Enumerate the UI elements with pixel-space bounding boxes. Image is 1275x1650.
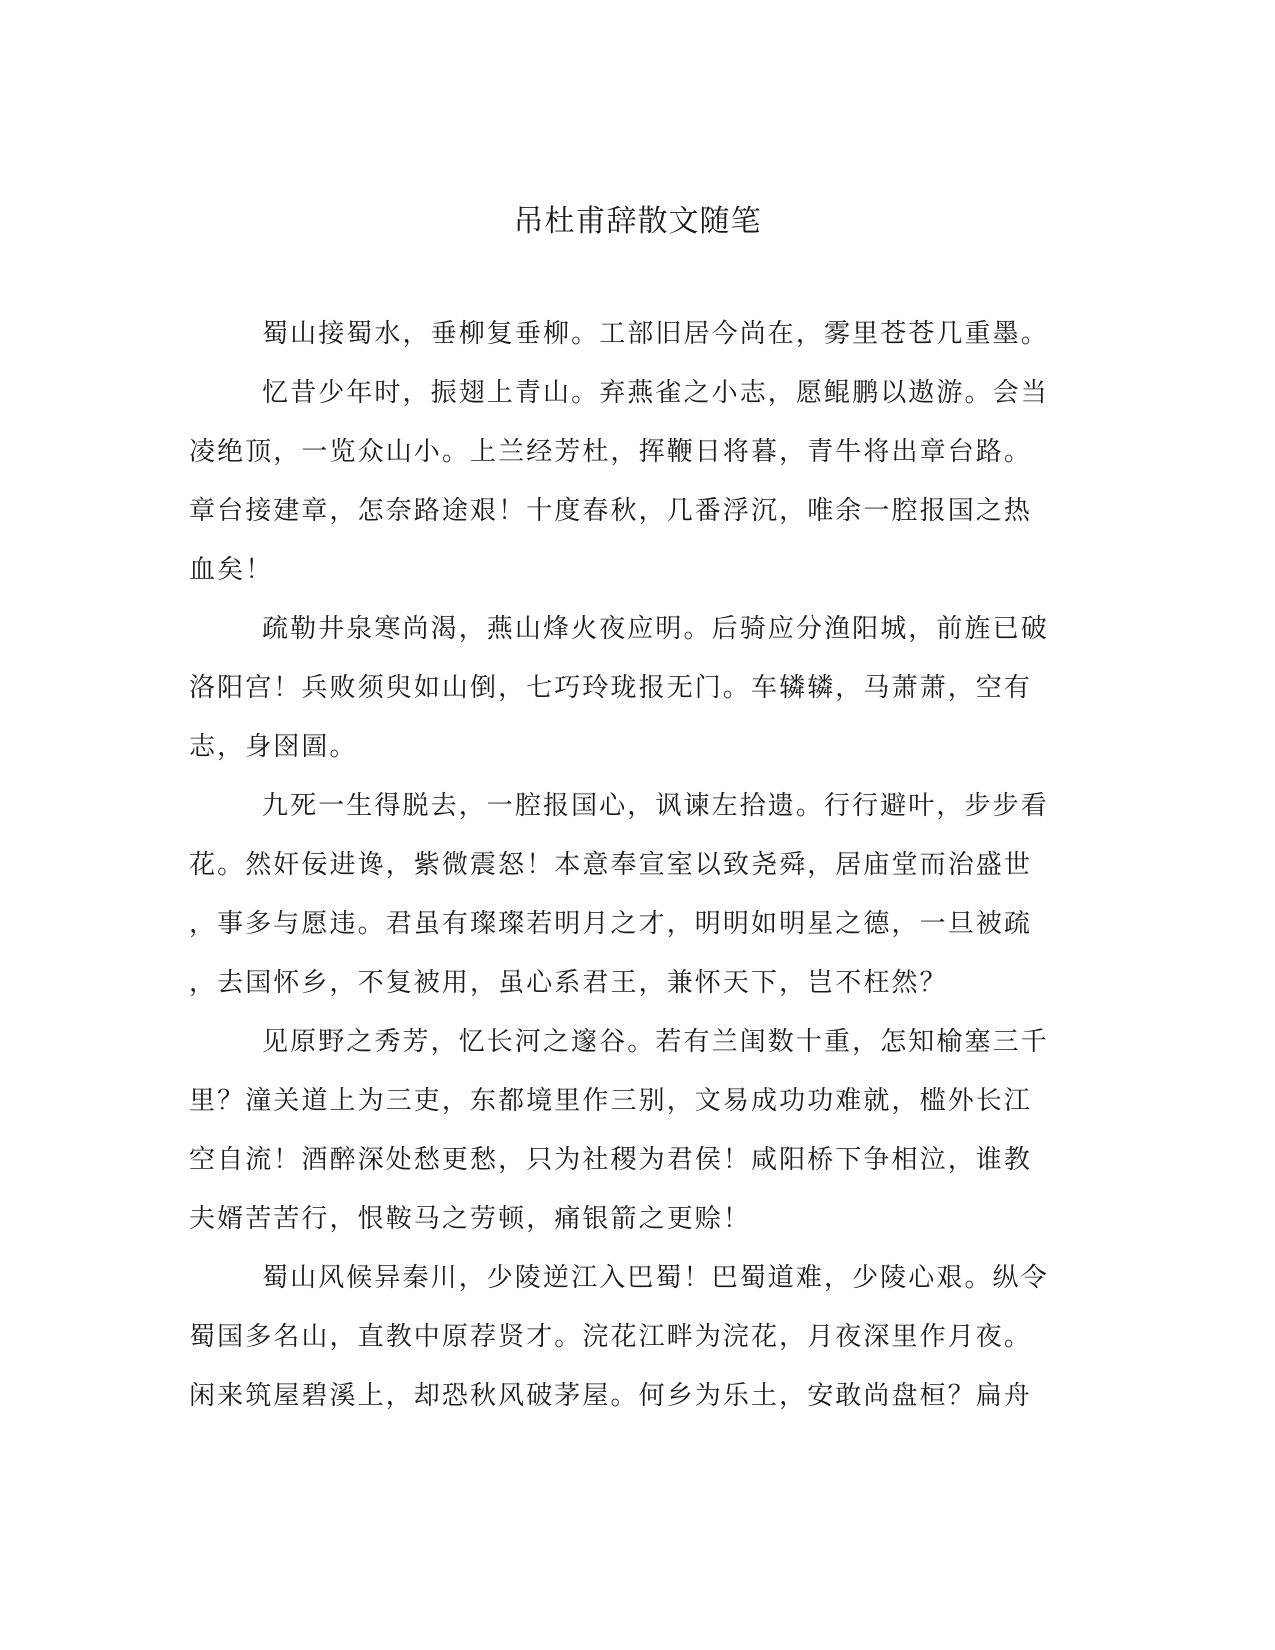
paragraph-line: 空自流！酒醉深处愁更愁，只为社稷为君侯！咸阳桥下争相泣，谁教 <box>189 1145 1033 1175</box>
paragraph-line: ，事多与愿违。君虽有璨璨若明月之才，明明如明星之德，一旦被疏 <box>189 909 1033 939</box>
paragraph-line: 里？潼关道上为三吏，东都境里作三别，文易成功功难就，槛外长江 <box>189 1086 1033 1116</box>
paragraph-line: ，去国怀乡，不复被用，虽心系君王，兼怀天下，岂不枉然？ <box>189 968 948 998</box>
paragraph-line: 蜀山接蜀水，垂柳复垂柳。工部旧居今尚在，雾里苍苍几重墨。 <box>262 319 1049 349</box>
paragraph-line: 疏勒井泉寒尚渴，燕山烽火夜应明。后骑应分渔阳城，前旌已破 <box>262 614 1049 644</box>
paragraph-line: 章台接建章，怎奈路途艰！十度春秋，几番浮沉，唯余一腔报国之热 <box>189 496 1033 526</box>
paragraph-line: 志，身囹圄。 <box>189 732 358 762</box>
paragraph-line: 蜀国多名山，直教中原荐贤才。浣花江畔为浣花，月夜深里作月夜。 <box>189 1322 1033 1352</box>
paragraph-line: 花。然奸佞进谗，紫微震怒！本意奉宣室以致尧舜，居庙堂而治盛世 <box>189 850 1033 880</box>
paragraph-line: 蜀山风候异秦川，少陵逆江入巴蜀！巴蜀道难，少陵心艰。纵令 <box>262 1263 1049 1293</box>
paragraph-line: 凌绝顶，一览众山小。上兰经芳杜，挥鞭日将暮，青牛将出章台路。 <box>189 437 1033 467</box>
paragraph-line: 夫婿苦苦行，恨鞍马之劳顿，痛银箭之更赊！ <box>189 1204 752 1234</box>
paragraph-line: 忆昔少年时，振翅上青山。弃燕雀之小志，愿鲲鹏以遨游。会当 <box>262 378 1049 408</box>
paragraph-line: 见原野之秀芳，忆长河之邃谷。若有兰闺数十重，怎知榆塞三千 <box>262 1027 1049 1057</box>
document-title: 吊杜甫辞散文随笔 <box>513 204 762 239</box>
paragraph-line: 闲来筑屋碧溪上，却恐秋风破茅屋。何乡为乐土，安敢尚盘桓？扁舟 <box>189 1381 1033 1411</box>
paragraph-line: 血矣！ <box>189 555 274 585</box>
paragraph-line: 洛阳宫！兵败须臾如山倒，七巧玲珑报无门。车辚辚，马萧萧，空有 <box>189 673 1033 703</box>
paragraph-line: 九死一生得脱去，一腔报国心，讽谏左拾遗。行行避叶，步步看 <box>262 791 1049 821</box>
